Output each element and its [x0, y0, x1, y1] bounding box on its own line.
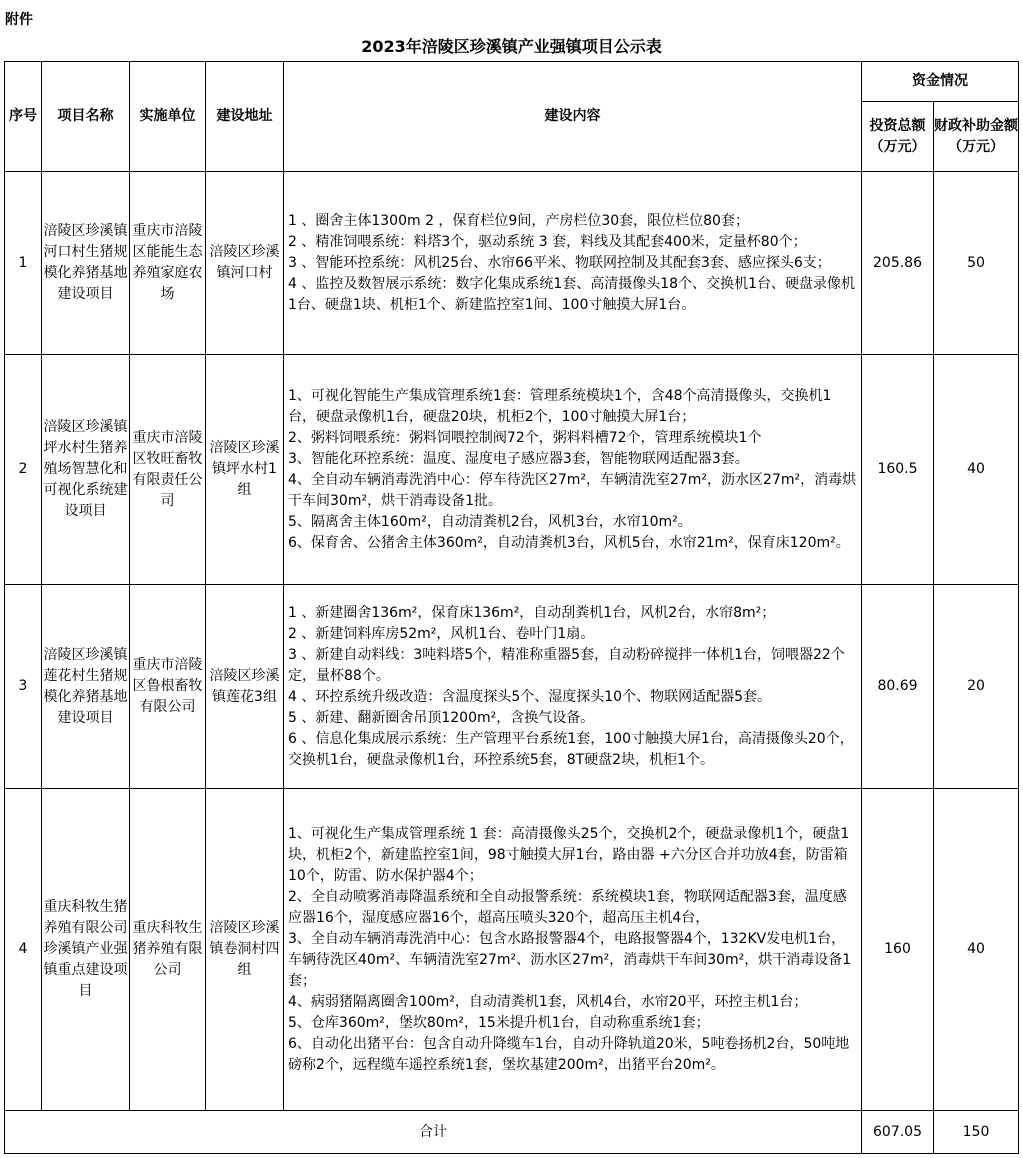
header-seq: 序号 — [5, 62, 42, 172]
row-address: 涪陵区珍溪镇卷洞村四组 — [206, 789, 284, 1111]
header-funds: 资金情况 — [862, 62, 1019, 102]
row-subsidy: 40 — [934, 355, 1019, 585]
content-line: 4 、监控及数智展示系统：数字化集成系统1套、高清摄像头18个、交换机1台、硬盘录像机1台、硬盘1块、机柜1个、新建监控室1间、100寸触摸大屏1台。 — [288, 275, 855, 313]
attachment-label: 附件 — [5, 12, 33, 28]
table-row — [5, 172, 1019, 355]
row-unit: 重庆市涪陵区能能生态养殖家庭农场 — [130, 172, 206, 355]
content-line: 6 、信息化集成展示系统：生产管理平台系统1套，100寸触摸大屏1台，高清摄像头20个，交换机1台，硬盘录像机1台，环控系统5套，8T硬盘2块，机柜1个。 — [288, 730, 854, 768]
page-title: 2023年涪陵区珍溪镇产业强镇项目公示表 — [361, 37, 662, 56]
content-line: 4、病弱猪隔离圈舍100m²，自动清粪机1套，风机4台，水帘20平，环控主机1台； — [288, 993, 808, 1010]
content-line: 1 、新建圈舍136m²，保育床136m²，自动刮粪机1台，风机2台，水帘8m²； — [288, 604, 776, 621]
row-content — [284, 355, 862, 585]
header-invest: 投资总额（万元） — [862, 102, 934, 172]
content-line: 5 、新建、翻新圈舍吊顶1200m²，含换气设备。 — [288, 709, 595, 726]
header-subsidy: 财政补助金额（万元） — [934, 102, 1019, 172]
row-content — [284, 789, 862, 1111]
table-row — [5, 355, 1019, 585]
row-subsidy: 50 — [934, 172, 1019, 355]
total-subsidy: 150 — [934, 1111, 1019, 1154]
row-seq: 3 — [5, 585, 42, 789]
row-address: 涪陵区珍溪镇河口村 — [206, 172, 284, 355]
header-project-name: 项目名称 — [42, 62, 130, 172]
row-content — [284, 585, 862, 789]
row-seq: 1 — [5, 172, 42, 355]
row-unit: 重庆市涪陵区牧旺畜牧有限责任公司 — [130, 355, 206, 585]
content-line: 4 、环控系统升级改造：含温度探头5个、湿度探头10个、物联网适配器5套。 — [288, 688, 771, 705]
row-seq: 4 — [5, 789, 42, 1111]
header-address: 建设地址 — [206, 62, 284, 172]
row-invest: 160.5 — [862, 355, 934, 585]
content-line: 4、全自动车辆消毒洗消中心：停车待洗区27m²，车辆清洗室27m²，沥水区27m²，消毒烘干车间30m²，烘干消毒设备1批。 — [288, 471, 857, 509]
row-address: 涪陵区珍溪镇莲花3组 — [206, 585, 284, 789]
content-line: 3 、新建自动料线：3吨料塔5个，精准称重器5套，自动粉碎搅拌一体机1台，饲喂器22个定，量杯88个。 — [288, 646, 845, 684]
row-subsidy: 40 — [934, 789, 1019, 1111]
header-content: 建设内容 — [284, 62, 862, 172]
content-line: 3 、智能环控系统：风机25台、水帘66平米、物联网控制及其配套3套、感应探头6支； — [288, 254, 831, 271]
row-unit: 重庆科牧生猪养殖有限公司 — [130, 789, 206, 1111]
content-line: 2、全自动喷雾消毒降温系统和全自动报警系统：系统模块1套，物联网适配器3套，温度感应器16个，湿度感应器16个，超高压喷头320个，超高压主机4台， — [288, 888, 847, 926]
content-line: 2 、精准饲喂系统：料塔3个，驱动系统 3 套，料线及其配套400米，定量杯80个； — [288, 233, 807, 250]
content-line: 6、自动化出猪平台：包含自动升降缆车1台，自动升降轨道20米，5吨卷扬机2台，50吨地磅称2个，远程缆车遥控系统1套，堡坎基建200m²，出猪平台20m²。 — [288, 1035, 850, 1073]
row-invest: 80.69 — [862, 585, 934, 789]
row-seq: 2 — [5, 355, 42, 585]
row-project-name: 涪陵区珍溪镇莲花村生猪规模化养猪基地建设项目 — [42, 585, 130, 789]
row-address: 涪陵区珍溪镇坪水村1组 — [206, 355, 284, 585]
total-invest: 607.05 — [862, 1111, 934, 1154]
row-project-name: 涪陵区珍溪镇坪水村生猪养殖场智慧化和可视化系统建设项目 — [42, 355, 130, 585]
content-line: 3、智能化环控系统：温度、湿度电子感应器3套，智能物联网适配器3套。 — [288, 450, 749, 467]
row-invest: 160 — [862, 789, 934, 1111]
row-invest: 205.86 — [862, 172, 934, 355]
content-line: 1、可视化智能生产集成管理系统1套：管理系统模块1个，含48个高清摄像头，交换机1台，硬盘录像机1台，硬盘20块，机柜2个，100寸触摸大屏1台； — [288, 387, 832, 425]
row-subsidy: 20 — [934, 585, 1019, 789]
content-line: 1 、圈舍主体1300m 2 ，保育栏位9间，产房栏位30套，限位栏位80套； — [288, 212, 749, 229]
table-row — [5, 789, 1019, 1111]
content-line: 6、保育舍、公猪舍主体360m²，自动清粪机3台，风机5台，水帘21m²，保育床120m²。 — [288, 534, 850, 551]
row-project-name: 涪陵区珍溪镇河口村生猪规模化养猪基地建设项目 — [42, 172, 130, 355]
content-line: 5、仓库360m²，堡坎80m²，15米提升机1台，自动称重系统1套； — [288, 1014, 710, 1031]
project-table — [4, 61, 1019, 1154]
header-unit: 实施单位 — [130, 62, 206, 172]
content-line: 2 、新建饲料库房52m²，风机1台、卷叶门1扇。 — [288, 625, 595, 642]
row-content — [284, 172, 862, 355]
row-unit: 重庆市涪陵区鲁根畜牧有限公司 — [130, 585, 206, 789]
content-line: 1、可视化生产集成管理系统 1 套：高清摄像头25个，交换机2个，硬盘录像机1个，硬盘1块，机柜2个，新建监控室1间，98寸触摸大屏1台，路由器 +六分区合并功放4套，防雷箱10个，防雷、防水保护器4个； — [288, 825, 850, 884]
total-label: 合计 — [5, 1111, 862, 1154]
table-row — [5, 585, 1019, 789]
content-line: 3、全自动车辆消毒洗消中心：包含水路报警器4个，电路报警器4个，132KV发电机1台，车辆待洗区40m²、车辆清洗室27m²、沥水区27m²，消毒烘干车间30m²，烘干消毒设备1套； — [288, 930, 852, 989]
content-line: 2、粥料饲喂系统：粥料饲喂控制阀72个，粥料料槽72个，管理系统模块1个 — [288, 429, 762, 446]
content-line: 5、隔离舍主体160m²，自动清粪机2台，风机3台，水帘10m²。 — [288, 513, 692, 530]
row-project-name: 重庆科牧生猪养殖有限公司珍溪镇产业强镇重点建设项目 — [42, 789, 130, 1111]
